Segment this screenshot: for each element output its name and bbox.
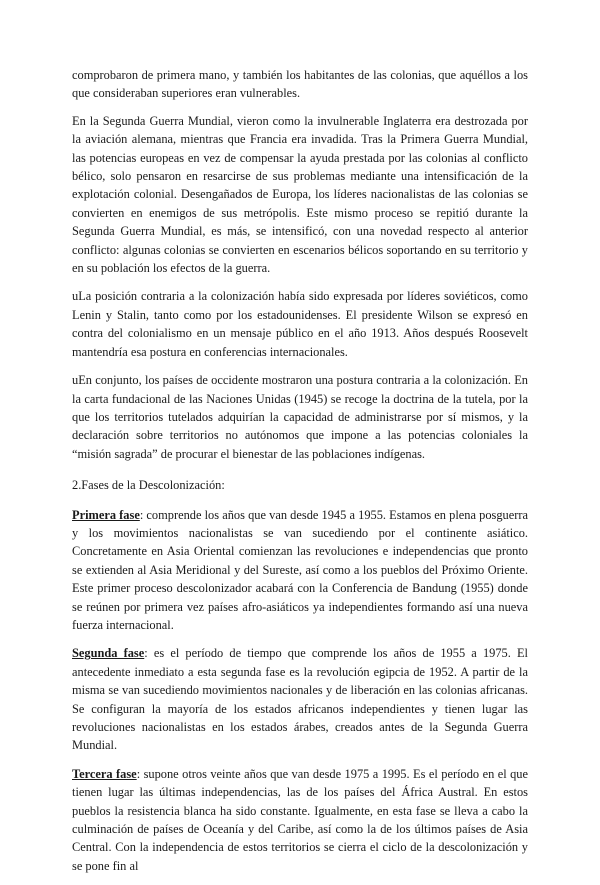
phase-text-3: : supone otros veinte años que van desde 1975 a 1995. Es el período en el que tienen lugar las últimas independencias, las de los países del África Austral. En estos pueblos la resistencia blanca ha sido constante. Igualmente, en esta fase se lleva a cabo la culminación de países de Oceanía y del Caribe, así como la de los últimos países de Asia Central. Con la independencia de estos territorios se cierra el ciclo de la descolonización y se pone fin al (72, 766, 528, 873)
phase-text-2: : es el período de tiempo que comprende los años de 1955 a 1975. El antecedente inmediato a esta segunda fase es la revolución egipcia de 1952. A partir de la misma se van sucediendo movimientos nacionales y de liberación en las colonias africanas. Se configuran la mayoría de los estados africanos independientes y tienen lugar las revoluciones nacionalistas en los estados árabes, creados antes de la Segunda Guerra Mundial. (72, 646, 528, 753)
phase-paragraph-3 (72, 765, 528, 875)
paragraph-2: En la Segunda Guerra Mundial, vieron como la invulnerable Inglaterra era destrozada por la aviación alemana, mientras que Francia era invadida. Tras la Primera Guerra Mundial, las potencias europeas en vez de compensar la ayuda prestada por las colonias al conflicto bélico, solo pensaron en resarcirse de sus problemas mediante una intensificación de la explotación colonial. Desengañados de Europa, los líderes nacionalistas de las colonias se convierten en enemigos de sus metrópolis. Este mismo proceso se repitió durante la Segunda Guerra Mundial, es más, se intensificó, con una novedad respecto al anterior conflicto: algunas colonias se convierten en escenarios bélicos soportando en su territorio y en su población los efectos de la guerra. (72, 113, 528, 276)
document-page (72, 66, 528, 885)
paragraph-1: comprobaron de primera mano, y también los habitantes de las colonias, que aquéllos a los que consideraban superiores eran vulnerables. (72, 68, 528, 101)
section-heading: 2.Fases de la Descolonización: (72, 478, 225, 493)
paragraph-4: uEn conjunto, los países de occidente mostraron una postura contraria a la colonización. En la carta fundacional de las Naciones Unidas (1945) se recoge la doctrina de la tutela, por la que los territorios tutelados adquirían la capacidad de administrarse por sí mismos, y la declaración sobre territorios no autónomos que impone a las potencias coloniales la “misión sagrada” de procurar el bienestar de las poblaciones indígenas. (72, 373, 528, 461)
phase-paragraph-1 (72, 506, 528, 635)
phase-term-1: Primera fase (72, 507, 140, 522)
phase-term-2: Segunda fase (72, 646, 145, 661)
phase-term-3: Tercera fase (72, 766, 137, 781)
paragraph-3: uLa posición contraria a la colonización había sido expresada por líderes soviéticos, como Lenin y Stalin, tanto como por los estadounidenses. El presidente Wilson se expresó en contra del colonialismo en un mensaje público en el año 1913. Años después Roosevelt mantendría esa postura en conferencias internacionales. (72, 289, 528, 359)
phase-text-1: : comprende los años que van desde 1945 a 1955. Estamos en plena posguerra y los movimientos nacionalistas se van sucediendo por el continente asiático. Concretamente en Asia Oriental comienzan las revoluciones e independencias que pronto se extienden al Asia Meridional y del Sureste, así como a los pueblos del Próximo Oriente. Este primer proceso descolonizador acabará con la Conferencia de Bandung (1955) donde se reúnen por primera vez países afro-asiáticos ya independientes formando así una nueva fuerza internacional. (72, 507, 528, 632)
phase-paragraph-2 (72, 644, 528, 754)
